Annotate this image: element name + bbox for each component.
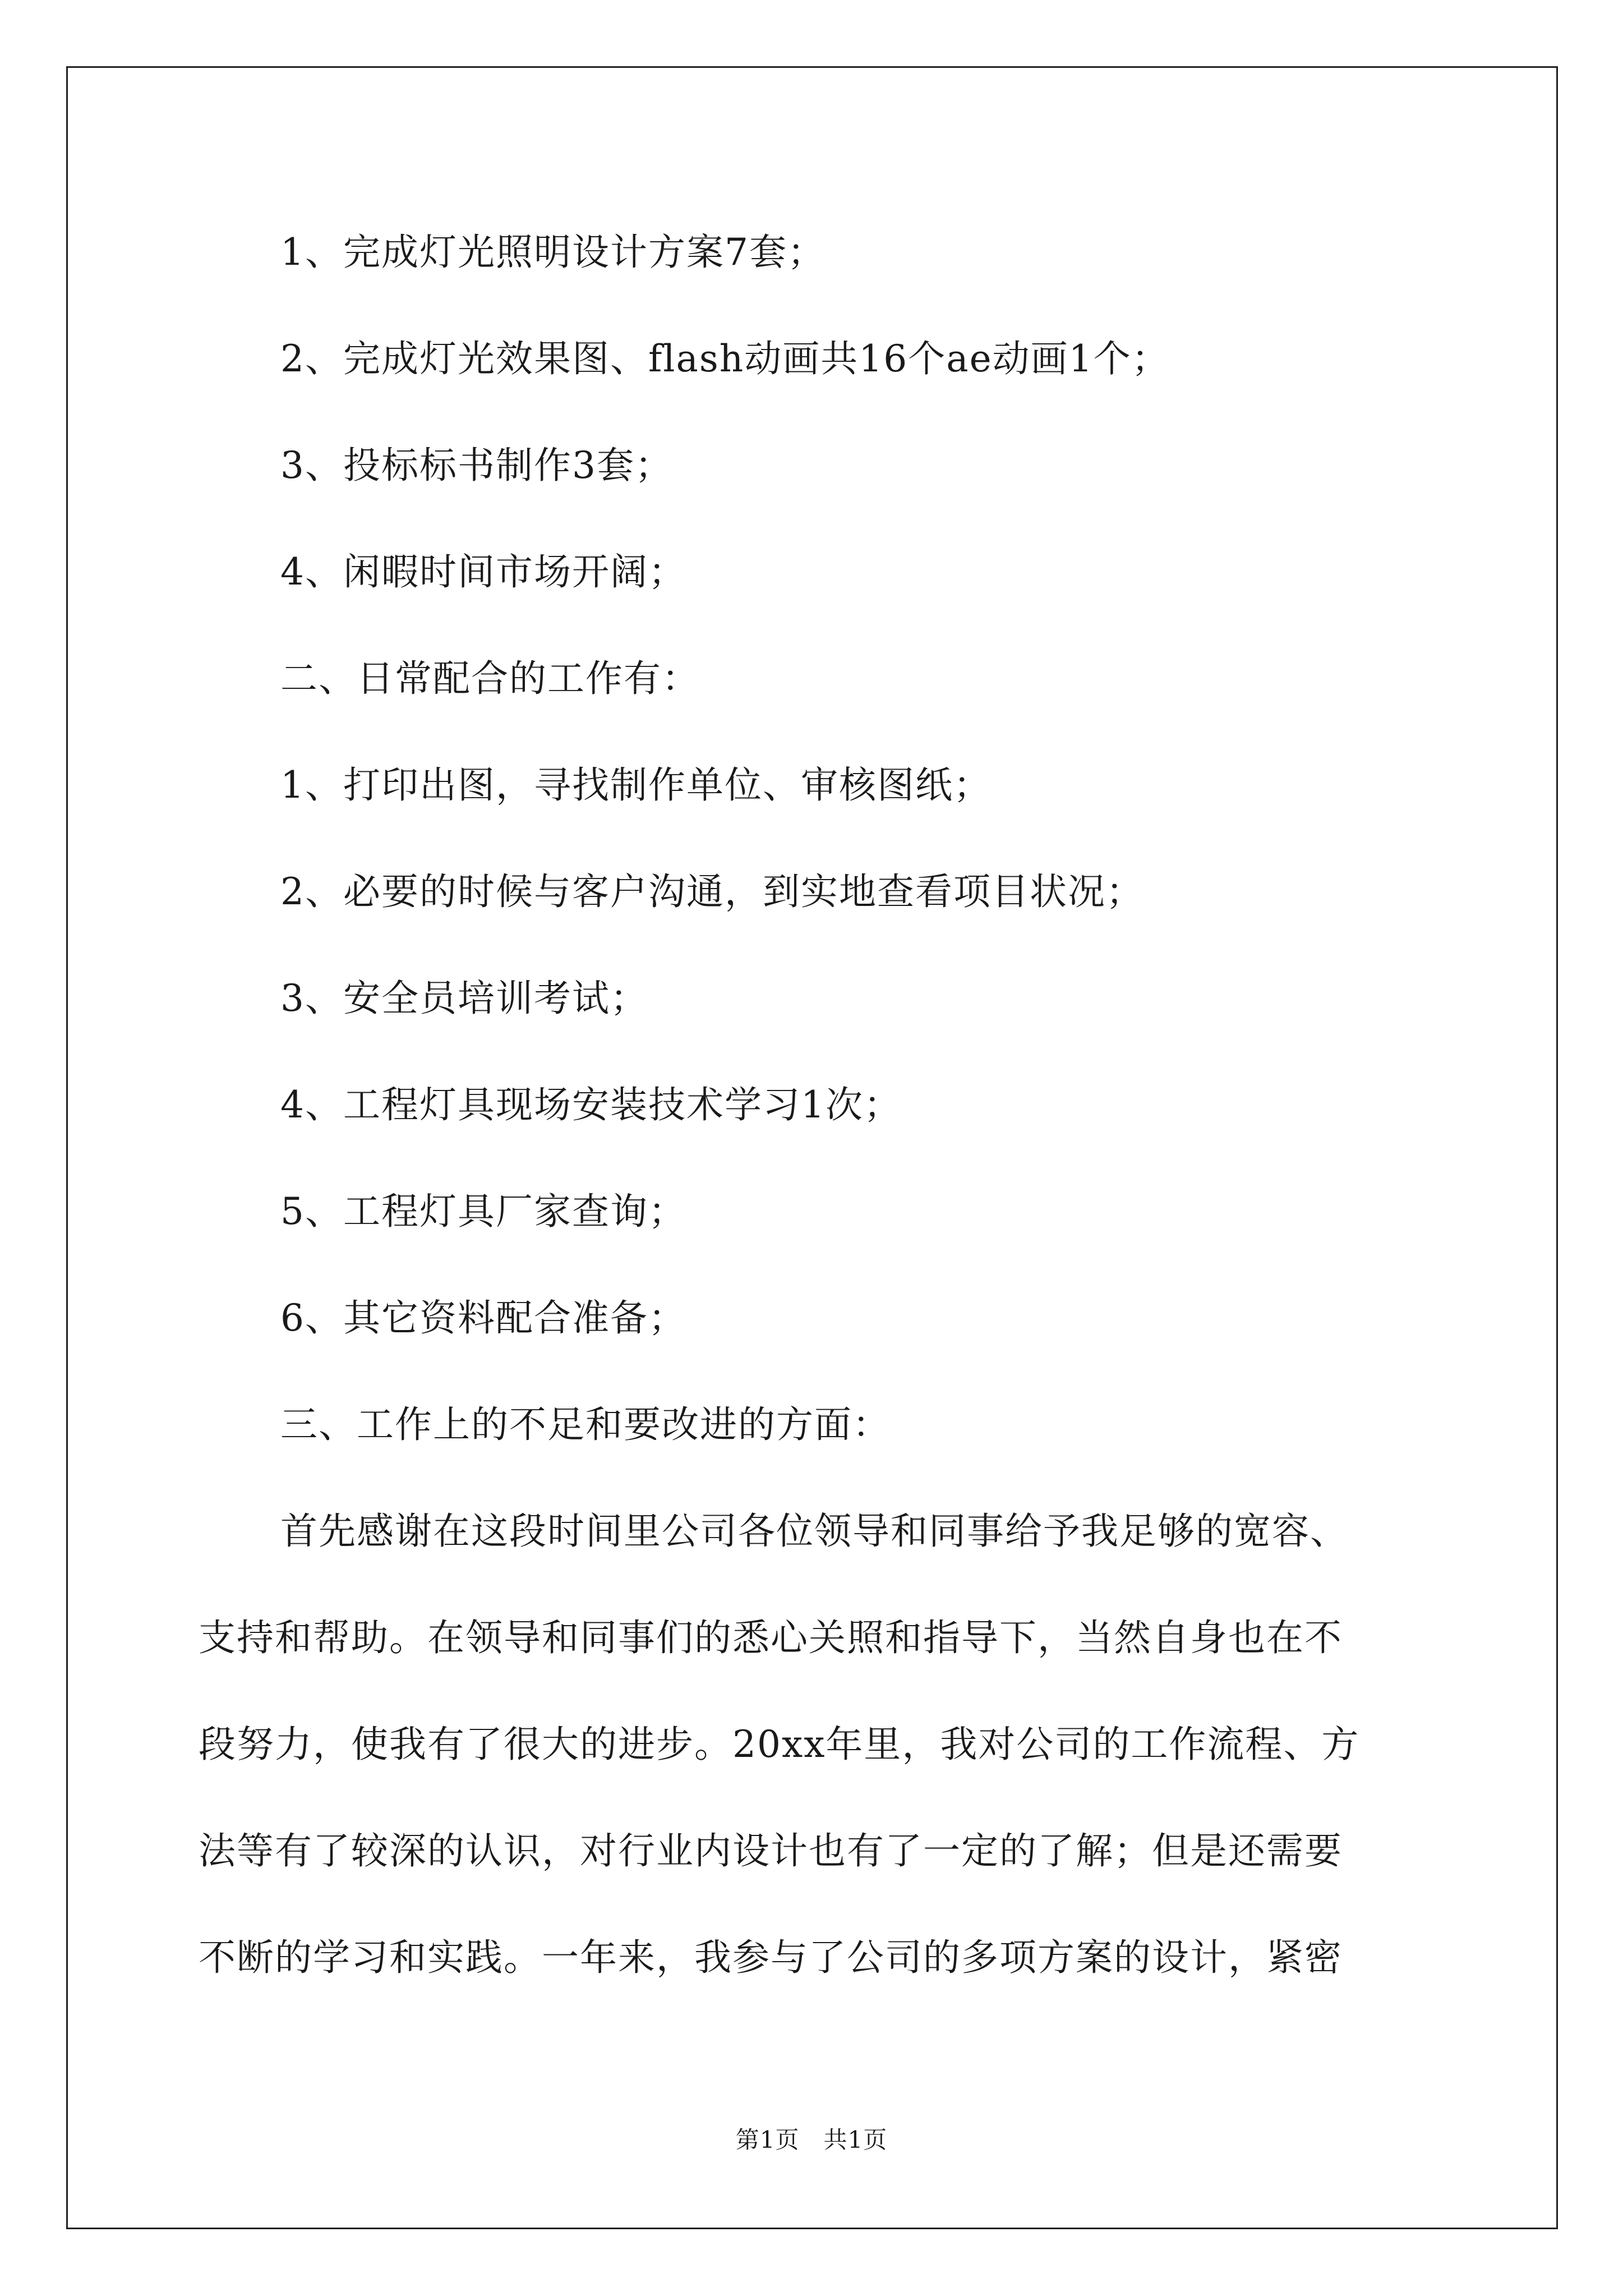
list-item: 1、完成灯光照明设计方案7套； <box>280 231 826 274</box>
page-number-footer: 第1页 共1页 <box>735 2126 888 2154</box>
list-item: 6、其它资料配合准备； <box>280 1296 686 1340</box>
list-item: 4、闲暇时间市场开阔； <box>280 550 686 593</box>
section-heading: 三、工作上的不足和要改进的方面： <box>280 1403 891 1446</box>
paragraph-line: 法等有了较深的认识，对行业内设计也有了一定的了解；但是还需要 <box>199 1829 1343 1872</box>
list-item: 2、完成灯光效果图、flash动画共16个ae动画1个； <box>280 337 1170 380</box>
list-item: 1、打印出图，寻找制作单位、审核图纸； <box>280 763 992 807</box>
list-item: 3、投标标书制作3套； <box>280 444 673 487</box>
list-item: 4、工程灯具现场安装技术学习1次； <box>280 1083 902 1126</box>
list-item: 3、安全员培训考试； <box>280 977 648 1020</box>
paragraph-line: 不断的学习和实践。一年来，我参与了公司的多项方案的设计，紧密 <box>199 1936 1343 1979</box>
list-item: 2、必要的时候与客户沟通，到实地查看项目状况； <box>280 870 1144 913</box>
page-border <box>66 66 1558 2229</box>
paragraph-line: 支持和帮助。在领导和同事们的悉心关照和指导下，当然自身也在不 <box>199 1616 1343 1659</box>
list-item: 5、工程灯具厂家查询； <box>280 1190 686 1233</box>
paragraph-line: 段努力，使我有了很大的进步。20xx年里，我对公司的工作流程、方 <box>199 1723 1360 1766</box>
section-heading: 二、日常配合的工作有： <box>280 657 700 700</box>
paragraph-line: 首先感谢在这段时间里公司各位领导和同事给予我足够的宽容、 <box>280 1510 1348 1553</box>
